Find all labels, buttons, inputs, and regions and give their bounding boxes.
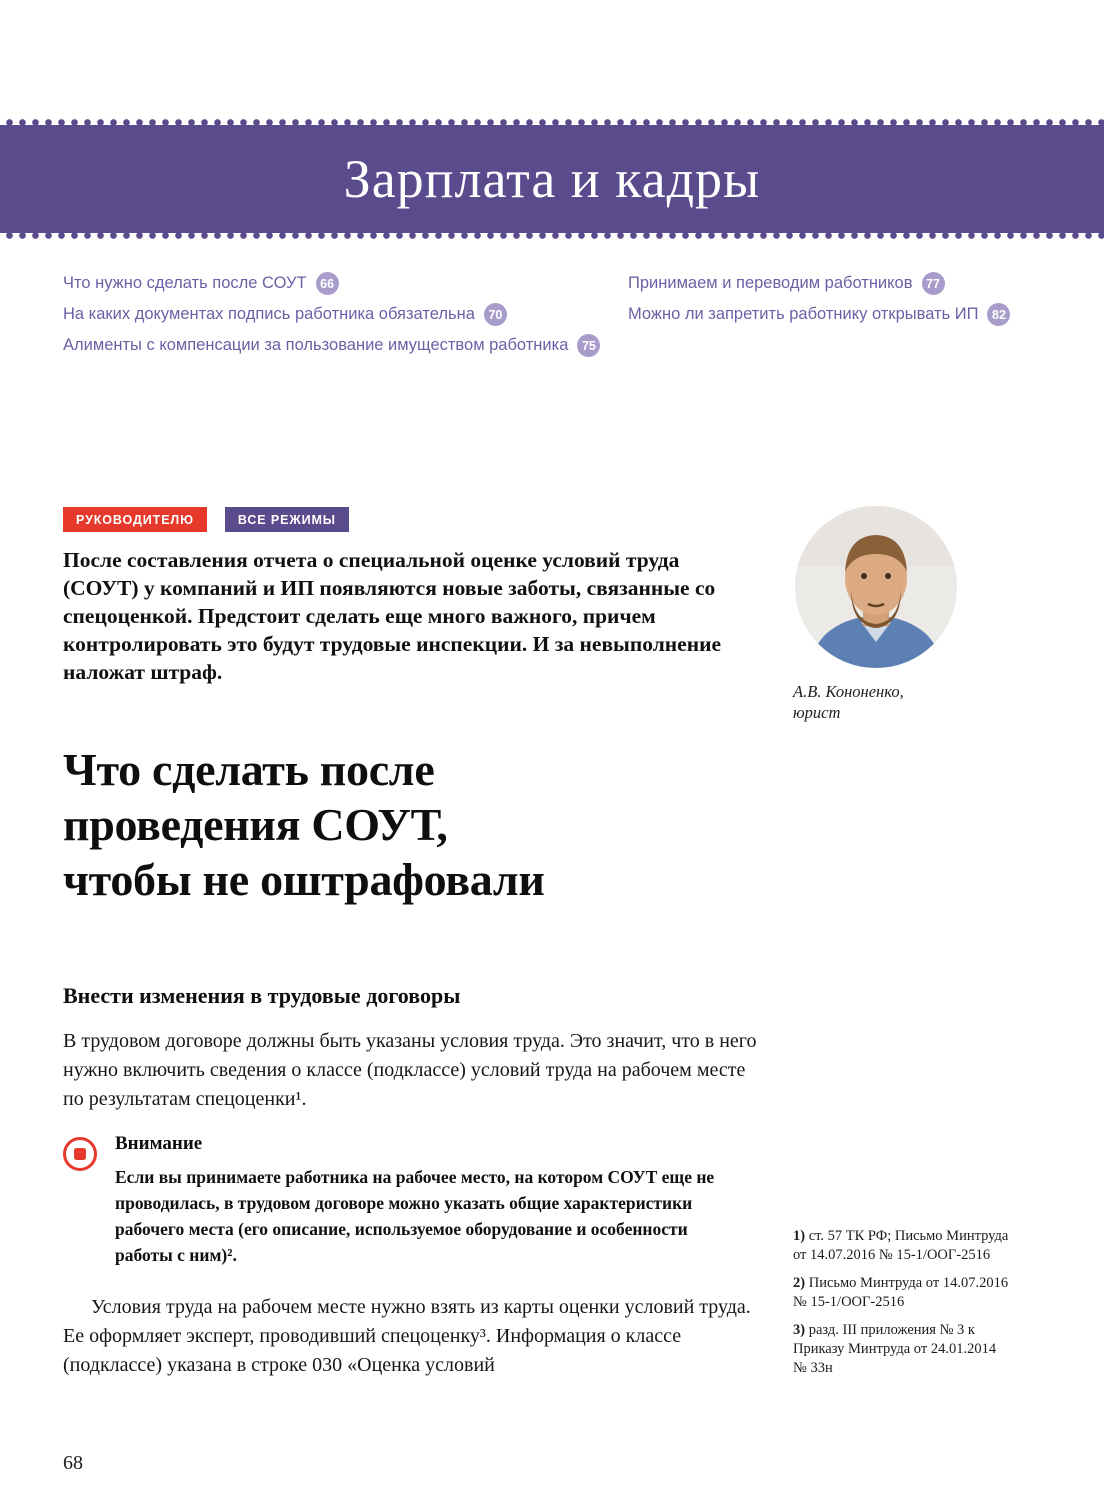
lead-paragraph: После составления отчета о специальной оценке условий труда (СОУТ) у компаний и ИП появляются новые заботы, связанные со спецоценкой. Предстоит сделать еще много важного, причем контролировать это будут трудовые инспекции. И за невыполнение наложат штраф. xyxy=(63,548,722,684)
footnote-1 xyxy=(793,1227,1011,1265)
footnote-text: разд. III приложения № 3 к Приказу Минтруда от 24.01.2014 № 33н xyxy=(793,1322,997,1376)
footnote-label: 1) xyxy=(793,1228,806,1244)
toc-page-badge: 70 xyxy=(484,303,507,326)
toc-left-column xyxy=(63,272,623,365)
toc-item-hiring[interactable] xyxy=(628,272,1068,295)
footnote-text: ст. 57 ТК РФ; Письмо Минтруда от 14.07.2016 № 15-1/ООГ-2516 xyxy=(793,1228,1009,1263)
audience-badges xyxy=(63,507,349,532)
section-title: Зарплата и кадры xyxy=(343,149,761,209)
body-paragraph-1: В трудовом договоре должны быть указаны условия труда. Это значит, что в него нужно включить сведения о классе (подклассе) условий труда на рабочем месте по результатам спецоценки¹. xyxy=(63,1030,757,1110)
badge-regimes: ВСЕ РЕЖИМЫ xyxy=(225,507,349,532)
footnote-text: Письмо Минтруда от 14.07.2016 № 15-1/ООГ-2516 xyxy=(793,1275,1009,1310)
headline-line: проведения СОУТ, xyxy=(63,799,448,850)
margin-footnotes xyxy=(793,1227,1011,1387)
toc-right-column xyxy=(628,272,1068,334)
toc-item-label: Что нужно сделать после СОУТ xyxy=(63,274,307,292)
toc-item-label: Принимаем и переводим работников xyxy=(628,274,913,292)
badge-audience: РУКОВОДИТЕЛЮ xyxy=(63,507,207,532)
footnote-label: 2) xyxy=(793,1275,806,1291)
toc-item-label: На каких документах подпись работника обязательна xyxy=(63,305,475,323)
toc-item-sout[interactable] xyxy=(63,272,623,295)
footnote-2 xyxy=(793,1274,1011,1312)
section-heading: Внести изменения в трудовые договоры xyxy=(63,983,461,1008)
body-paragraph-2: Условия труда на рабочем месте нужно взять из карты оценки условий труда. Ее оформляет эксперт, проводивший спецоценку³. Информация о классе (подклассе) указана в строке 030 «Оценка условий xyxy=(63,1296,751,1376)
toc-item-ip-ban[interactable] xyxy=(628,303,1068,326)
toc-page-badge: 66 xyxy=(316,272,339,295)
toc-page-badge: 82 xyxy=(987,303,1010,326)
footnote-3 xyxy=(793,1321,1011,1378)
author-caption xyxy=(793,681,904,723)
author-role: юрист xyxy=(793,703,841,722)
attention-icon xyxy=(63,1137,97,1171)
toc-item-label: Можно ли запретить работнику открывать ИП xyxy=(628,305,979,323)
page-number: 68 xyxy=(63,1452,83,1474)
attention-title: Внимание xyxy=(115,1133,203,1154)
author-name: А.В. Кононенко, xyxy=(793,682,904,701)
toc-item-alimony[interactable] xyxy=(63,334,623,357)
headline-line: чтобы не оштрафовали xyxy=(63,854,545,905)
author-photo xyxy=(795,506,957,668)
headline-line: Что сделать после xyxy=(63,744,435,795)
footnote-label: 3) xyxy=(793,1322,806,1338)
author-portrait-illustration xyxy=(795,506,957,668)
toc-page-badge: 75 xyxy=(577,334,600,357)
attention-text: Если вы принимаете работника на рабочее место, на котором СОУТ еще не проводилась, в трудовом договоре можно указать общие характеристики рабочего места (его описание, используемое оборудование и особенности работы с ним)². xyxy=(115,1167,715,1265)
article-headline xyxy=(63,742,803,907)
toc-item-label: Алименты с компенсации за пользование имуществом работника xyxy=(63,336,569,354)
toc-page-badge: 77 xyxy=(922,272,945,295)
section-banner xyxy=(0,125,1104,233)
toc-item-signature[interactable] xyxy=(63,303,623,326)
attention-callout xyxy=(63,1133,753,1268)
